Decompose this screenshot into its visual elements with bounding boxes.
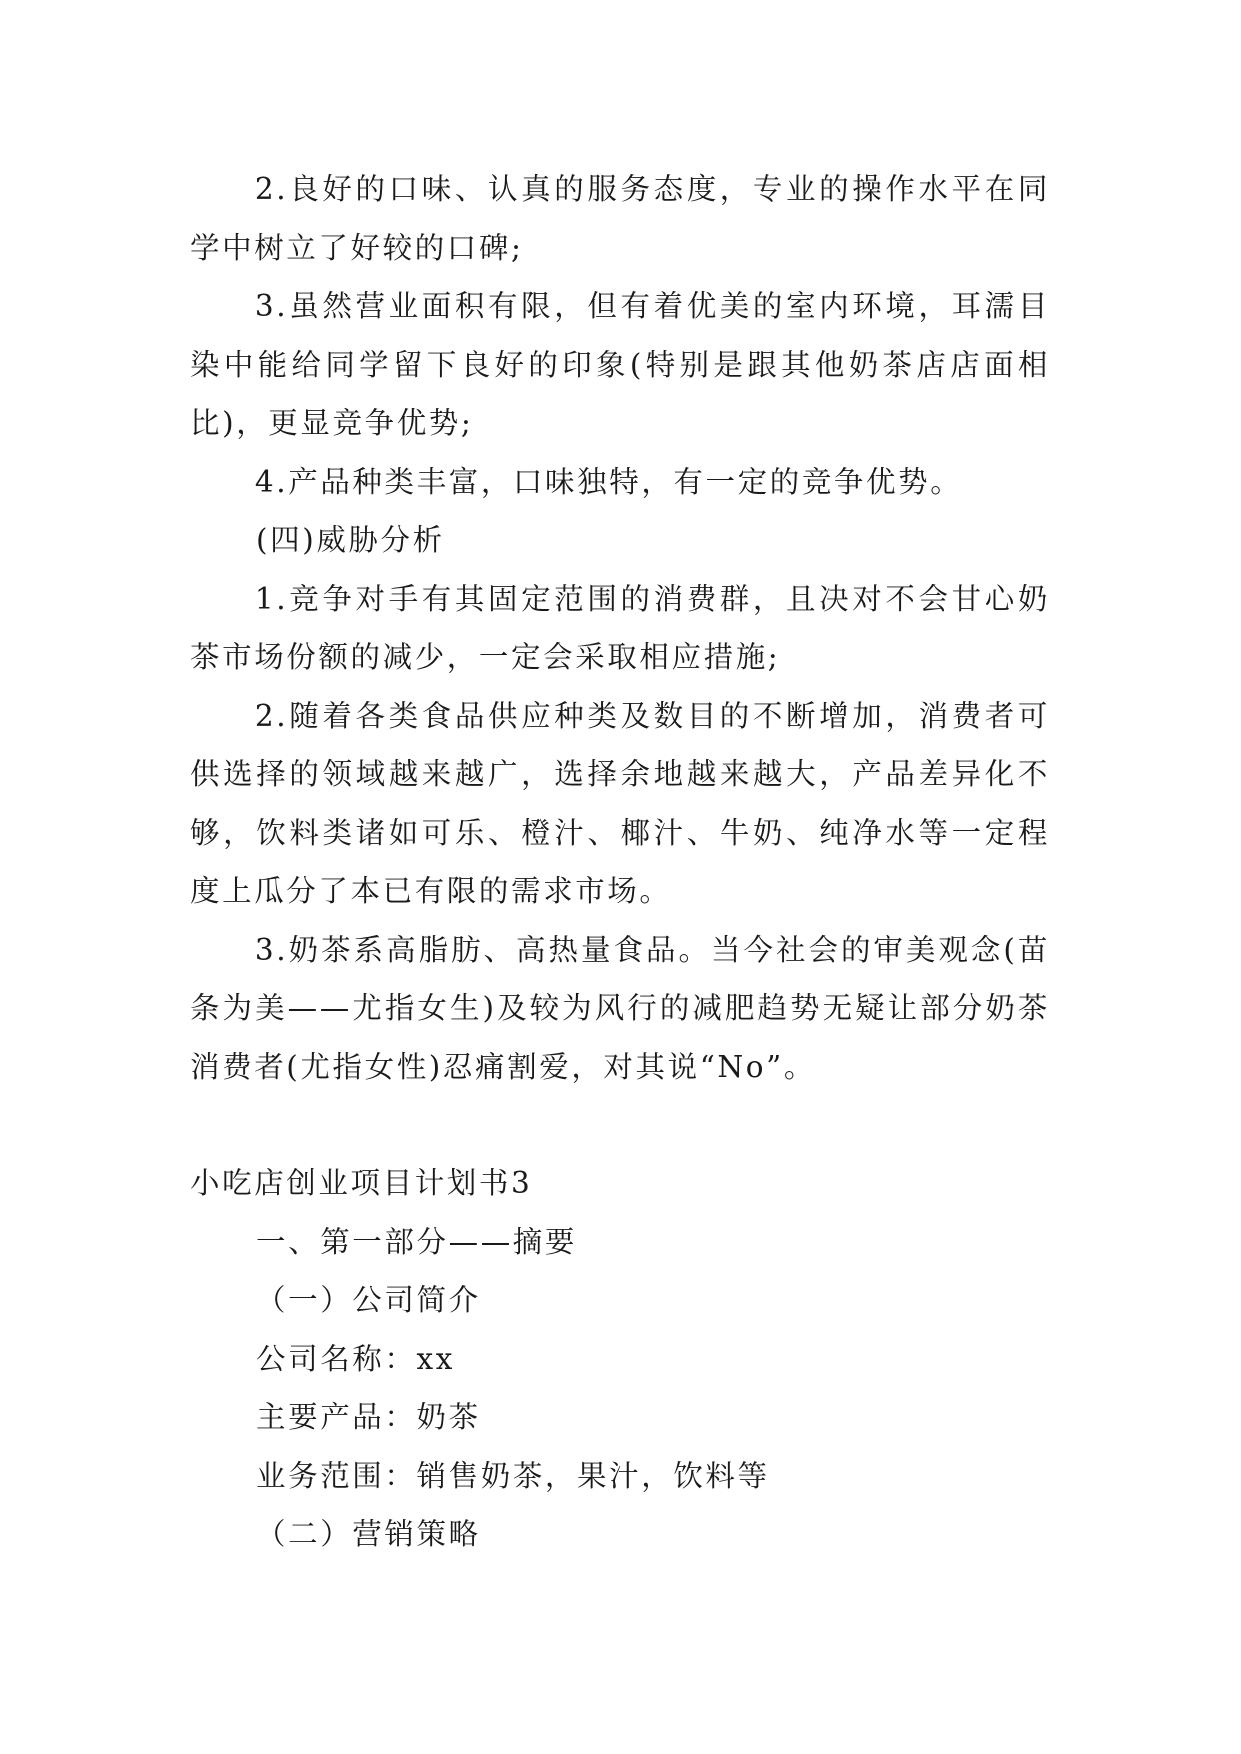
paragraph-advantage-2: 2.良好的口味、认真的服务态度，专业的操作水平在同学中树立了好较的口碑;: [190, 172, 1050, 265]
main-product-field: [190, 1388, 1050, 1447]
paragraph-advantage-3: 3.虽然营业面积有限，但有着优美的室内环境，耳濡目染中能给同学留下良好的印象(特别是跟其他奶茶店店面相比)，更显竞争优势;: [190, 289, 1050, 440]
document-title: 小吃店创业项目计划书3: [190, 1166, 533, 1200]
business-scope-field: [190, 1447, 1050, 1506]
paragraph-threat-2: 2.随着各类食品供应种类及数目的不断增加，消费者可供选择的领域越来越广，选择余地越来越大，产品差异化不够，饮料类诸如可乐、橙汁、椰汁、牛奶、纯净水等一定程度上瓜分了本已有限的需求市场。: [190, 698, 1050, 908]
main-product-label: 主要产品：: [256, 1400, 417, 1434]
business-scope-label: 业务范围：: [256, 1458, 417, 1493]
part-heading-summary: 一、第一部分——摘要: [256, 1224, 578, 1259]
paragraph-threat-3: 3.奶茶系高脂肪、高热量食品。当今社会的审美观念(苗条为美——尤指女生)及较为风行的减肥趋势无疑让部分奶茶消费者(尤指女性)忍痛割爱，对其说“No”。: [190, 932, 1050, 1084]
company-name-field: [190, 1330, 1050, 1389]
paragraph-threat-1: 1.竞争对手有其固定范围的消费群，且决对不会甘心奶茶市场份额的减少，一定会采取相应措施;: [190, 581, 1050, 674]
document-body: [190, 160, 1050, 1564]
section-heading-threat: (四)威胁分析: [256, 523, 445, 557]
main-product-value: 奶茶: [416, 1400, 481, 1434]
company-name-value: xx: [416, 1341, 455, 1376]
business-scope-value: 销售奶茶，果汁，饮料等: [416, 1458, 770, 1493]
paragraph-advantage-4: 4.产品种类丰富，口味独特，有一定的竞争优势。: [254, 464, 963, 499]
subheading-marketing: （二）营销策略: [256, 1517, 481, 1551]
company-name-label: 公司名称：: [256, 1341, 417, 1376]
subheading-company-intro: （一）公司简介: [256, 1283, 481, 1317]
